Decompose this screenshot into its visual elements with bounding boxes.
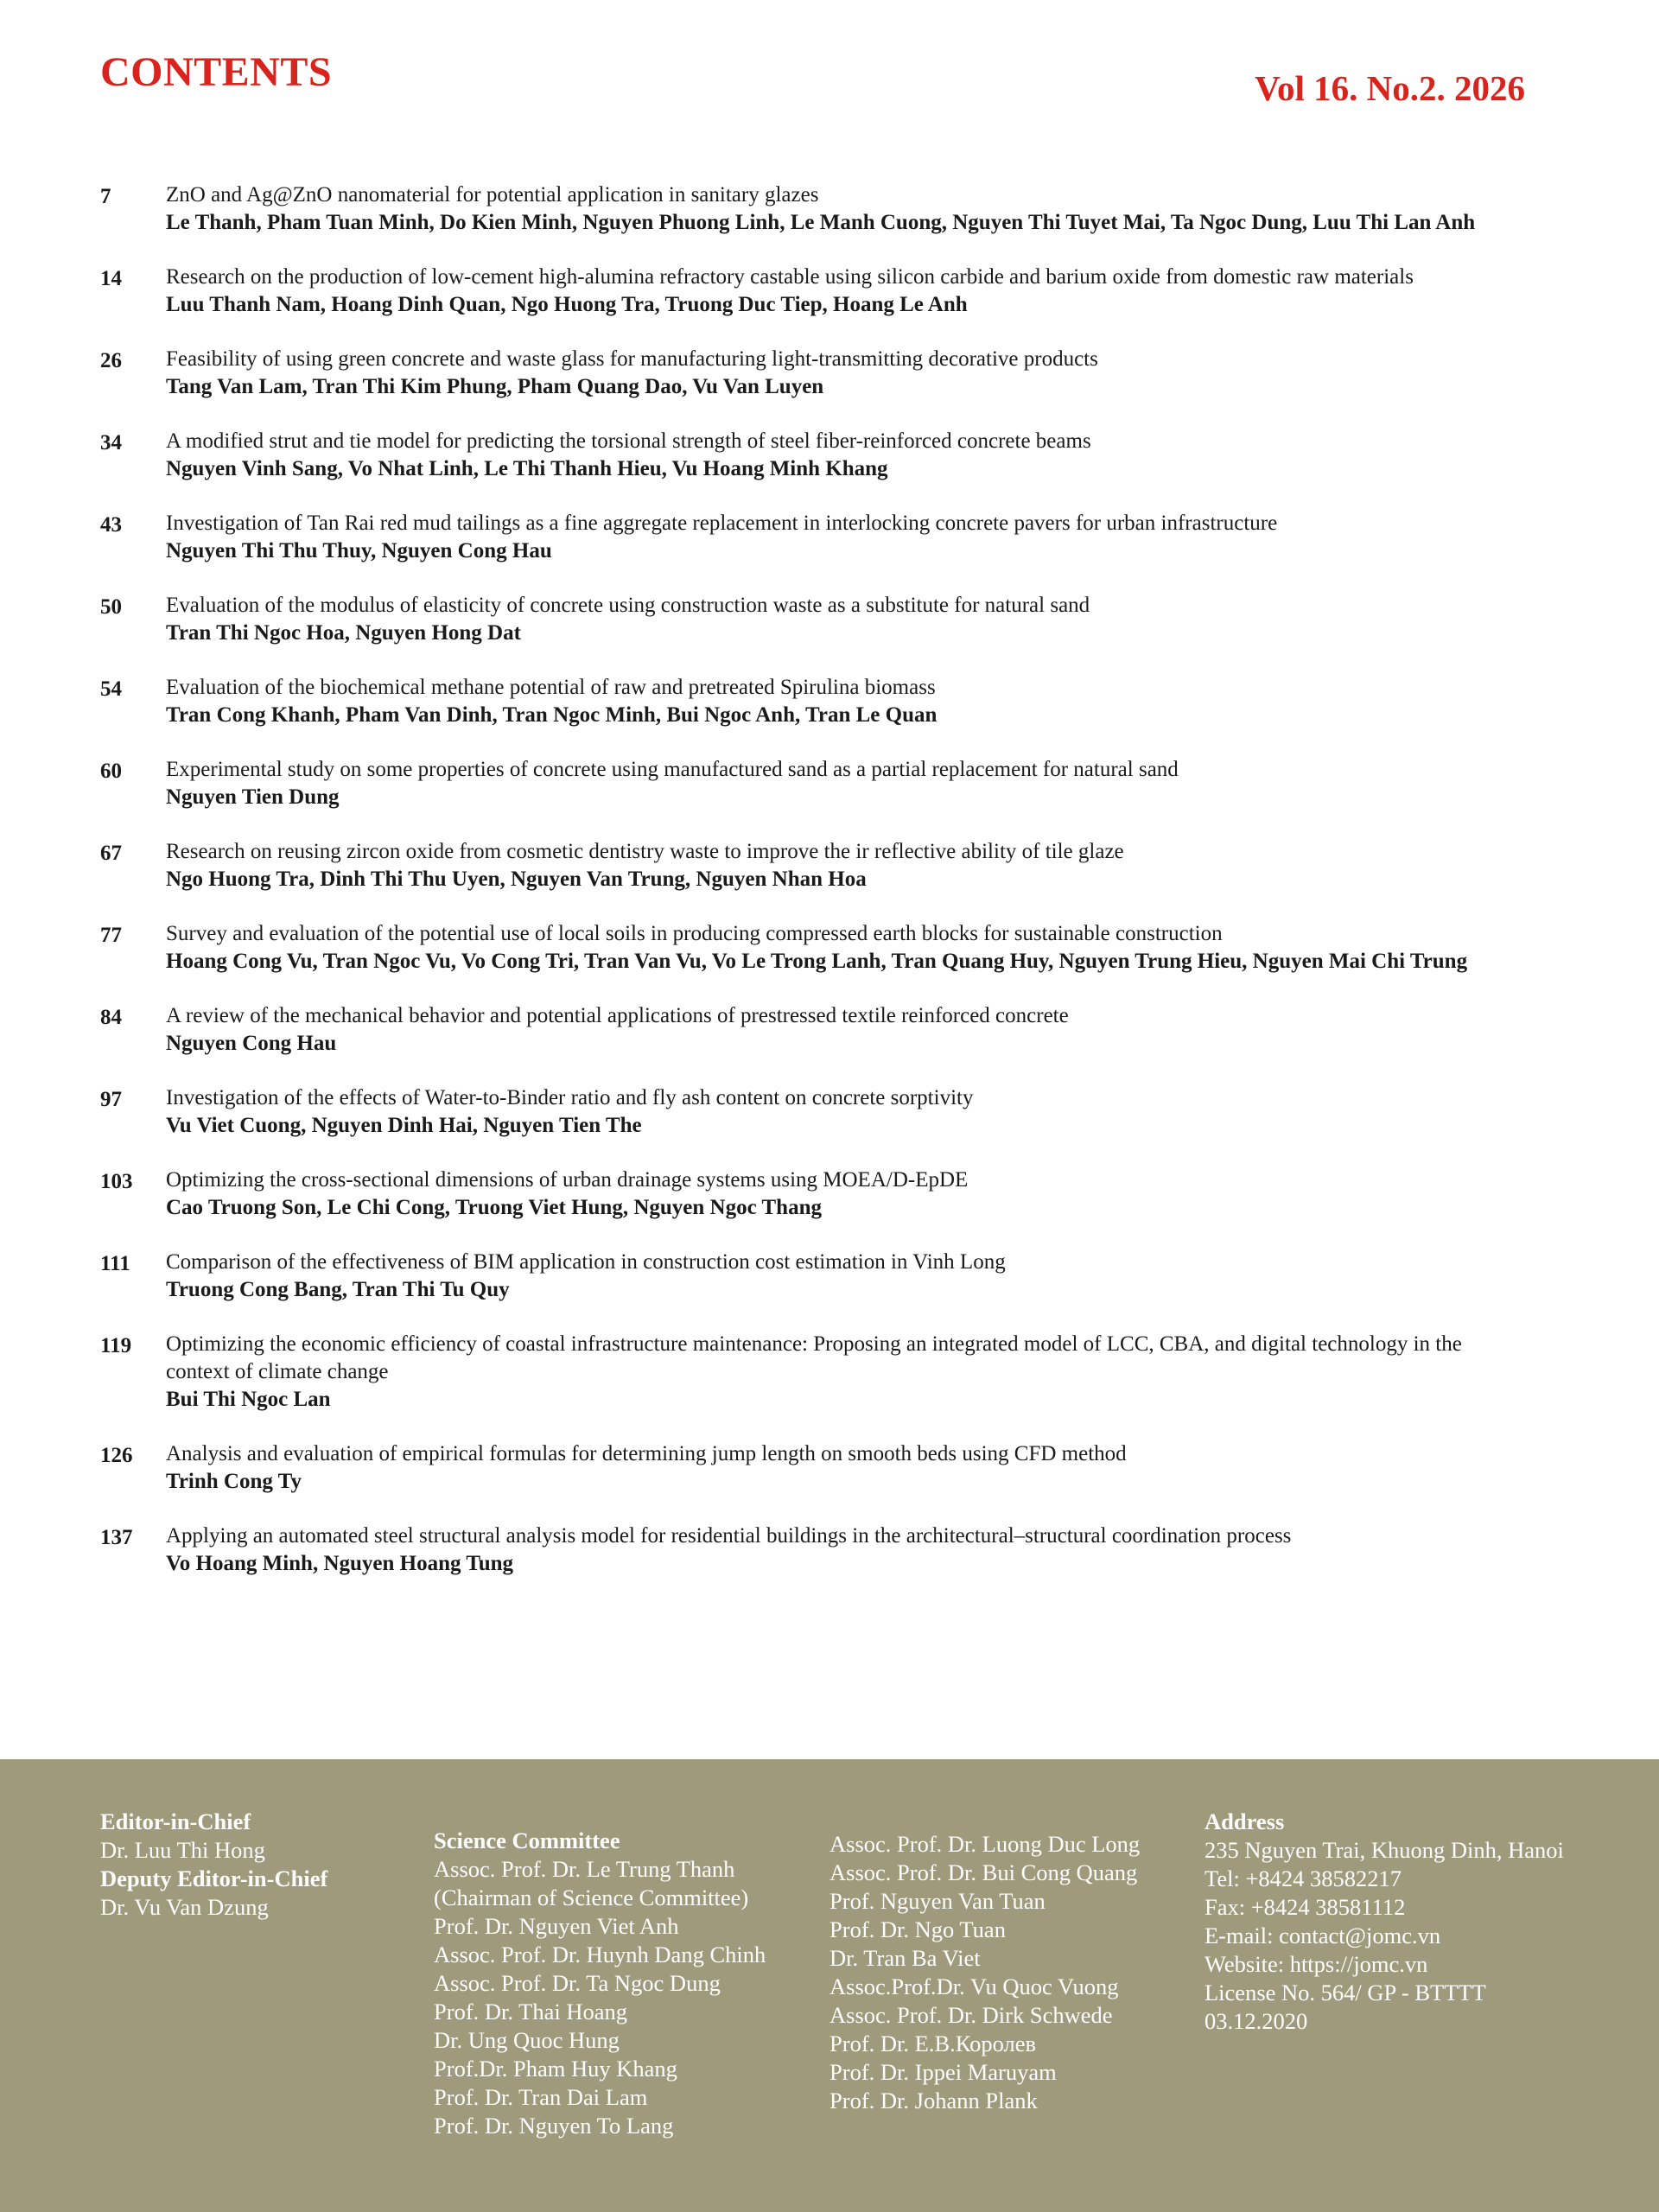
toc-authors: Trinh Cong Ty (166, 1470, 302, 1493)
committee-member: Prof. Dr. E.B.Королев (830, 2031, 1037, 2056)
deputy-editor-label: Deputy Editor-in-Chief (100, 1866, 328, 1891)
toc-page-number: 103 (100, 1170, 133, 1193)
toc-article-title: Research on reusing zircon oxide from cosmetic dentistry waste to improve the ir reflective ability of tile glaze (166, 840, 1124, 863)
toc-entry (100, 920, 1526, 976)
toc-authors: Tang Van Lam, Tran Thi Kim Phung, Pham Quang Dao, Vu Van Luyen (166, 375, 824, 398)
toc-authors: Nguyen Cong Hau (166, 1032, 337, 1055)
toc-entry (100, 1440, 1526, 1496)
toc-article-title: Optimizing the cross-sectional dimensions of urban drainage systems using MOEA/D-EpDE (166, 1168, 969, 1192)
committee-member: Assoc. Prof. Dr. Ta Ngoc Dung (434, 1970, 721, 1996)
committee-member: Dr. Ung Quoc Hung (434, 2027, 620, 2053)
toc-authors: Luu Thanh Nam, Hoang Dinh Quan, Ngo Huong Tra, Truong Duc Tiep, Hoang Le Anh (166, 293, 968, 316)
toc-page-number: 34 (100, 431, 122, 454)
toc-page-number: 111 (100, 1252, 130, 1275)
committee-member: Prof. Dr. Ngo Tuan (830, 1916, 1006, 1942)
toc-entry (100, 428, 1526, 483)
committee-member: Dr. Tran Ba Viet (830, 1945, 981, 1971)
toc-article-title: Comparison of the effectiveness of BIM application in construction cost estimation in Vinh Long (166, 1250, 1006, 1274)
toc-page-number: 43 (100, 513, 122, 537)
toc-authors: Cao Truong Son, Le Chi Cong, Truong Viet Hung, Nguyen Ngoc Thang (166, 1196, 822, 1219)
committee-member: Prof. Dr. Tran Dai Lam (434, 2084, 648, 2110)
committee-member: Assoc. Prof. Dr. Bui Cong Quang (830, 1859, 1138, 1885)
toc-entry (100, 1084, 1526, 1140)
toc-article-title: Analysis and evaluation of empirical formulas for determining jump length on smooth beds using CFD method (166, 1442, 1127, 1465)
committee-member: Prof. Dr. Johann Plank (830, 2088, 1038, 2113)
toc-entry (100, 510, 1526, 565)
deputy-editor-name: Dr. Vu Van Dzung (100, 1894, 269, 1920)
toc-page-number: 14 (100, 267, 122, 290)
toc-entry (100, 264, 1526, 319)
toc-authors: Nguyen Tien Dung (166, 785, 340, 809)
toc-page-number: 126 (100, 1444, 133, 1467)
toc-authors: Vu Viet Cuong, Nguyen Dinh Hai, Nguyen Tien The (166, 1114, 642, 1137)
toc-page-number: 60 (100, 760, 122, 783)
toc-entry (100, 838, 1526, 893)
committee-member: Prof. Dr. Thai Hoang (434, 1999, 627, 2024)
address-line: Fax: +8424 38581112 (1205, 1894, 1406, 1920)
toc-entry (100, 1331, 1526, 1414)
address-column (1205, 1808, 1564, 2036)
toc-entry (100, 674, 1526, 729)
toc-entry (100, 1249, 1526, 1304)
toc-article-title: A review of the mechanical behavior and potential applications of prestressed textile reinforced concrete (166, 1004, 1069, 1027)
toc-authors: Nguyen Thi Thu Thuy, Nguyen Cong Hau (166, 539, 552, 563)
toc-article-title: Investigation of the effects of Water-to-Binder ratio and fly ash content on concrete sorptivity (166, 1086, 974, 1109)
committee-member: Prof. Dr. Ippei Maruyam (830, 2059, 1057, 2085)
editor-label: Editor-in-Chief (100, 1808, 251, 1834)
editor-column (100, 1808, 327, 1922)
toc-authors: Tran Thi Ngoc Hoa, Nguyen Hong Dat (166, 621, 521, 645)
address-line: E-mail: contact@jomc.vn (1205, 1923, 1441, 1948)
address-label: Address (1205, 1808, 1285, 1834)
toc-authors: Truong Cong Bang, Tran Thi Tu Quy (166, 1278, 510, 1301)
address-line: 03.12.2020 (1205, 2008, 1308, 2034)
page-title: CONTENTS (100, 49, 333, 95)
toc-entry (100, 756, 1526, 811)
toc-page-number: 84 (100, 1006, 122, 1029)
committee-member: Assoc. Prof. Dr. Huynh Dang Chinh (434, 1942, 766, 1967)
address-line: License No. 564/ GP - BTTTT (1205, 1980, 1486, 2005)
committee-member: Prof.Dr. Pham Huy Khang (434, 2056, 677, 2082)
committee-member: Prof. Dr. Nguyen To Lang (434, 2113, 674, 2139)
toc-entry (100, 346, 1526, 401)
toc-article-title: A modified strut and tie model for predicting the torsional strength of steel fiber-reinforced concrete beams (166, 429, 1091, 453)
toc-page-number: 50 (100, 595, 122, 619)
toc-entry (100, 592, 1526, 647)
volume-label: Vol 16. No.2. 2026 (1255, 68, 1525, 108)
toc-authors: Hoang Cong Vu, Tran Ngoc Vu, Vo Cong Tri, Tran Van Vu, Vo Le Trong Lanh, Tran Quang Huy, Nguyen Trung Hieu, Nguyen Mai Chi Trung (166, 950, 1468, 973)
toc-authors: Vo Hoang Minh, Nguyen Hoang Tung (166, 1552, 514, 1575)
toc-authors: Bui Thi Ngoc Lan (166, 1388, 331, 1411)
committee-member: Assoc.Prof.Dr. Vu Quoc Vuong (830, 1974, 1119, 1999)
toc-page-number: 26 (100, 349, 122, 372)
table-of-contents (100, 181, 1526, 1605)
toc-article-title: Evaluation of the biochemical methane potential of raw and pretreated Spirulina biomass (166, 676, 936, 699)
toc-article-title: Research on the production of low-cement high-alumina refractory castable using silicon carbide and barium oxide from domestic raw materials (166, 265, 1414, 289)
toc-entry (100, 1522, 1526, 1578)
toc-authors: Nguyen Vinh Sang, Vo Nhat Linh, Le Thi Thanh Hieu, Vu Hoang Minh Khang (166, 457, 888, 480)
toc-authors: Ngo Huong Tra, Dinh Thi Thu Uyen, Nguyen Van Trung, Nguyen Nhan Hoa (166, 868, 867, 891)
toc-page-number: 137 (100, 1526, 133, 1549)
toc-entry (100, 1002, 1526, 1058)
committee-member: Prof. Dr. Nguyen Viet Anh (434, 1913, 679, 1939)
toc-page-number: 54 (100, 677, 122, 701)
toc-page-number: 77 (100, 924, 122, 947)
toc-article-title: Optimizing the economic efficiency of coastal infrastructure maintenance: Proposing an integrated model of LCC, CBA, and digital technology in the context of climate change (166, 1332, 1462, 1383)
address-line: Website: https://jomc.vn (1205, 1951, 1428, 1977)
toc-article-title: Feasibility of using green concrete and waste glass for manufacturing light-transmitting decorative products (166, 347, 1098, 371)
toc-article-title: Applying an automated steel structural analysis model for residential buildings in the architectural–structural coordination process (166, 1524, 1292, 1548)
address-line: 235 Nguyen Trai, Khuong Dinh, Hanoi (1205, 1837, 1564, 1863)
toc-article-title: Evaluation of the modulus of elasticity of concrete using construction waste as a substitute for natural sand (166, 594, 1090, 617)
committee-member: Assoc. Prof. Dr. Dirk Schwede (830, 2002, 1113, 2028)
toc-page-number: 119 (100, 1334, 132, 1357)
toc-page-number: 67 (100, 842, 122, 865)
committee-member: Prof. Nguyen Van Tuan (830, 1888, 1046, 1914)
committee-member: Assoc. Prof. Dr. Luong Duc Long (830, 1831, 1141, 1857)
toc-article-title: Investigation of Tan Rai red mud tailings as a fine aggregate replacement in interlocking concrete pavers for urban infrastructure (166, 512, 1278, 535)
toc-article-title: Experimental study on some properties of concrete using manufactured sand as a partial replacement for natural sand (166, 758, 1179, 781)
toc-article-title: Survey and evaluation of the potential use of local soils in producing compressed earth blocks for sustainable construction (166, 922, 1223, 945)
toc-authors: Le Thanh, Pham Tuan Minh, Do Kien Minh, Nguyen Phuong Linh, Le Manh Cuong, Nguyen Thi Tuyet Mai, Ta Ngoc Dung, Luu Thi Lan Anh (166, 211, 1476, 234)
editor-name: Dr. Luu Thi Hong (100, 1837, 265, 1863)
science-committee-column-2 (830, 1830, 1140, 2115)
toc-authors: Tran Cong Khanh, Pham Van Dinh, Tran Ngoc Minh, Bui Ngoc Anh, Tran Le Quan (166, 703, 938, 727)
toc-article-title: ZnO and Ag@ZnO nanomaterial for potential application in sanitary glazes (166, 183, 819, 207)
toc-page-number: 7 (100, 185, 111, 208)
science-committee-label: Science Committee (434, 1827, 620, 1853)
science-committee-column (434, 1827, 766, 2140)
toc-entry (100, 181, 1526, 237)
toc-page-number: 97 (100, 1088, 122, 1111)
committee-member: Assoc. Prof. Dr. Le Trung Thanh (434, 1856, 735, 1882)
address-line: Tel: +8424 38582217 (1205, 1866, 1402, 1891)
masthead-footer (0, 1759, 1659, 2212)
committee-member: (Chairman of Science Committee) (434, 1885, 749, 1910)
toc-entry (100, 1166, 1526, 1222)
